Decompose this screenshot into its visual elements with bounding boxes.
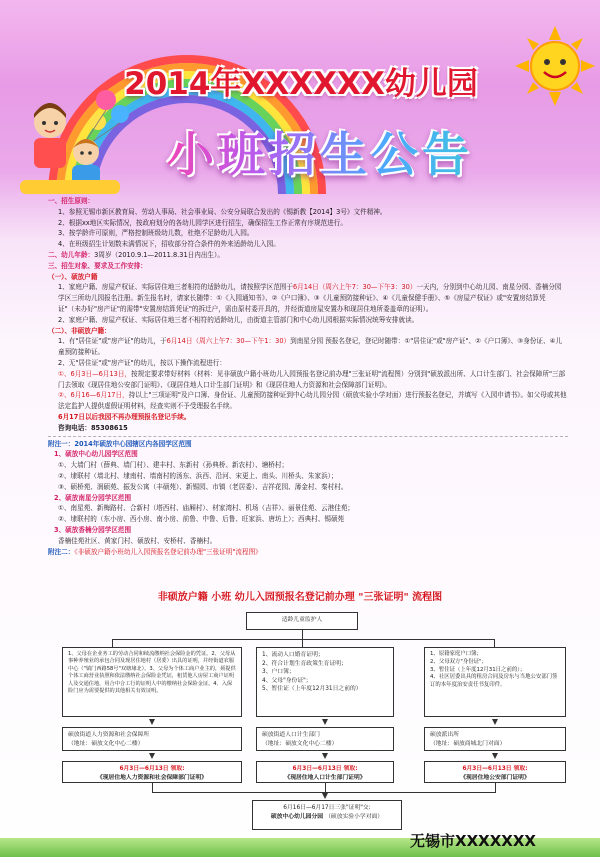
district-title: 1、硕放中心幼儿园学区范围 xyxy=(54,450,138,459)
district-item: ②、埭联村（墙北村、埭南村、墙南村的汤东、浜西、沿河、宋更上、南头、川桥头、朱家浜）； xyxy=(58,471,338,480)
step1-date: ①、6月3日—6月13日， xyxy=(58,369,132,378)
district-item: ③、硕桥苑、润硕苑、振发公寓（丰硕苑）、新锡园、市镇（老居委）、吉祥花园、薄金村、秦村村。 xyxy=(58,482,348,491)
principle-item: 3、按学龄许可原则，严格控制班级幼儿数，杜绝不足龄幼儿入园。 xyxy=(58,229,254,238)
step2-text: 持以上"三项证明"及户口簿、身份证、儿童预防接种证到中心幼儿园分园（硕放实验小学对面）进行预报名登记，并填写《入园申请书》。如父母或其他法定监护人提供虚假证明材料，经查实则不予受理报名手续。 xyxy=(58,391,567,411)
local-p1-text-b: 一天内，分别到中心幼儿园、南星分园、香楠分园学区三所幼儿园报名注册。新生报名时，请家长随带：①《入园通知书》、②《户口簿》、③《儿童预防接种证》、④《儿童保健手册》、⑤《房屋产权证》或"安置房结算凭证"（未办好"房产证"的需带"安置房结算凭证"的拆迁户，需由原村委开具的，并经街道房屋安置办和现居住地所委盖章的证明）。 xyxy=(58,283,562,313)
flow-office-left: 硕放街道人力资源和社会保障所 （地址：硕放文化中心二楼） xyxy=(62,727,242,751)
note2-text: 《非硕放户籍小班幼儿入园预报名登记前办理"三张证明"流程图》 xyxy=(74,547,262,556)
flow-cert-left-date: 6月3日—6月13日 领取: xyxy=(119,766,185,772)
district-item: ①、南星苑、新梅路村、合新村（塔西村、庙厢村）、材家湾村、机场（吉祥）、丽景佳苑、云港佳苑； xyxy=(58,504,355,513)
flow-arrow xyxy=(149,753,155,759)
flow-cert-right xyxy=(424,761,566,783)
flow-connector xyxy=(494,639,495,647)
nonlocal-p1-date: 6月14日（周六上午7：30—下午1：30） xyxy=(166,337,291,346)
flow-arrow xyxy=(322,753,328,759)
phone-number: 85308615 xyxy=(90,423,128,432)
flow-req-mid: 1、流动人口婚育证明； 2、符合计划生育政策生育证明； 3、户口簿； 4、父母"身份证"； 5、暂住证（上年度12月31日之前的） xyxy=(256,647,394,717)
principle-item: 4、在班级招生计划数未满情况下，招收部分符合条件的外来适龄幼儿入园。 xyxy=(58,240,280,249)
final-location-note: （硕放实验小学对面） xyxy=(325,813,384,820)
flow-cert-right-name: 《现居住地公安部门证明》 xyxy=(460,774,530,781)
flow-final-line1: 6月16日—6月17日三张"证明"交: xyxy=(283,805,371,811)
flow-req-left: 1、父母在企业务工的劳动合同和续流缴纳社会保险金的凭证。2、父母从事种养殖业的承包合同及现居住地村（居委）出具的证明，并经街道农服中心（"镇门西路58号"双塘埭北）。3、父母为个体工商户业主的，须提供个体工商营业执照和依法缴纳社会保险金凭证，租赁他人房屋工商户证明人及交通住地，用合中合工行的证明人中的缴纳社会保险金证。4、入保险门应为需要提供的其他相关有效证明。 xyxy=(62,647,242,717)
subsection-local: （一）、硕放户籍 xyxy=(48,272,98,281)
section-heading-targets: 三、招生对象、要求及工作安排： xyxy=(48,261,147,270)
age-line xyxy=(48,250,568,261)
flow-final-box xyxy=(252,800,402,830)
flow-connector xyxy=(302,639,303,647)
flow-req-right: 1、原籍家庭户口簿； 2、父母双方"身份证"； 3、暂住证（上年度12月31日之前的）； 4、社区居委出具的租房合同及房东与当地公安部门签订的本年度治安责任书复印件。 xyxy=(424,647,566,717)
flow-arrow xyxy=(492,719,498,725)
local-paragraph-1 xyxy=(48,282,568,314)
flow-arrow xyxy=(322,719,328,725)
page-title: 2014年XXXXXX幼儿园 xyxy=(124,66,478,102)
appendix-note-2 xyxy=(48,547,568,558)
section-heading-age: 二、幼儿年龄： xyxy=(48,250,95,259)
step2-date: ②、6月16—6月17日， xyxy=(58,391,129,400)
local-paragraph-2: 2、家庭户籍、房屋产权证、实际居住地三者不相符的适龄幼儿，由街道主管部门和中心幼儿园根据实际情况统筹安排就读。 xyxy=(58,315,419,324)
flowchart-title: 非硕放户籍 小班 幼儿入园预报名登记前办理 "三张证明" 流程图 xyxy=(157,592,443,603)
appendix-heading: 附注一：2014年硕放中心园辖区内各园学区范围 xyxy=(48,439,192,448)
phone-label: 咨询电话： xyxy=(58,423,91,432)
district-item: ①、大墙门村（薛典、墙门村）、建丰村、东新村（孙典桥、新农村）、塘桥村； xyxy=(58,461,289,470)
nonlocal-step-1 xyxy=(48,369,568,391)
local-p1-date: 6月14日（周六上午7：30—下午3：30） xyxy=(292,283,417,292)
district-item: ②、埭联村的（东小房、西小房、南小房、前鲁、中鲁、后鲁、旺家浜、唐坊上）；西典村、锡硕苑 xyxy=(58,515,345,524)
footer-city: 无锡市XXXXXXX xyxy=(410,832,536,850)
nonlocal-paragraph-1 xyxy=(48,336,568,358)
district-title: 2、硕放南星分园学区范围 xyxy=(54,493,132,502)
nonlocal-p1-text: 1、有"居住证"或"房产证"的幼儿，于 xyxy=(58,337,167,346)
flow-connector xyxy=(495,783,496,792)
local-p1-text: 1、家庭户籍、房屋产权证、实际居住地三者相符的适龄幼儿，请按照学区范围于 xyxy=(58,283,293,292)
flow-cert-left xyxy=(62,761,242,783)
flow-connector xyxy=(112,639,113,647)
step1-text: 按规定要求带好材料（材料：见非硕放户籍小班幼儿入园预报名登记前办理"三张证明"流程图）分别到"硕放派出所、人口计生部门、社会保障所"三部门去领取《现居住地公安部门证明》、《现居住地人口计生部门证明》和《现居住地人力资源和社会保障部门证明》。 xyxy=(58,369,566,389)
final-location: 硕放中心幼儿园分园 xyxy=(270,813,324,820)
flow-office-mid: 硕放街道人口计生部门 （地址：硕放文化中心二楼） xyxy=(256,727,394,751)
divider xyxy=(48,436,568,437)
flow-cert-mid xyxy=(256,761,394,783)
flow-connector xyxy=(302,630,303,639)
flow-arrow xyxy=(492,753,498,759)
flow-guardian-box: 适龄儿童监护人 xyxy=(246,612,358,630)
flow-final-line2 xyxy=(258,813,396,822)
principle-item: 2、根据xx地区实际情况，按政府划分的各幼儿园学区进行招生，确保招生工作正常有序规范进行。 xyxy=(58,218,347,227)
phone-line xyxy=(48,423,568,434)
flow-cert-mid-date: 6月3日—6月13日 领取: xyxy=(292,766,358,772)
nonlocal-step-2 xyxy=(48,390,568,412)
flow-arrow xyxy=(322,793,328,799)
district-title: 3、硕放香楠分园学区范围 xyxy=(54,525,132,534)
nonlocal-paragraph-2: 2、无"居住证"或"房产证"的幼儿，按以下操作流程进行： xyxy=(58,358,226,367)
flow-connector xyxy=(112,639,494,640)
flow-arrow xyxy=(149,719,155,725)
section-heading-principles: 一、招生原则： xyxy=(48,197,95,205)
flow-connector xyxy=(152,783,153,792)
flow-office-right: 硕放派出所 （地址：硕放商城北门对面） xyxy=(424,727,566,751)
sun-icon xyxy=(515,26,595,106)
deadline-notice: 6月17日以后我园不再办理预报名登记手续。 xyxy=(58,412,191,421)
district-item: 香楠佳苑社区、黄家门村、硕放村、安桥村、香楠村。 xyxy=(58,536,217,545)
flow-connector xyxy=(325,783,326,792)
flow-cert-mid-name: 《现居住地人口计生部门证明》 xyxy=(284,774,366,781)
flow-cert-left-name: 《现居住地人力资源和社会保障部门证明》 xyxy=(96,774,208,781)
flow-cert-right-date: 6月3日—6月13日 领取: xyxy=(462,766,528,772)
subsection-nonlocal: （二）、非硕放户籍： xyxy=(48,326,111,335)
note2-label: 附注二： xyxy=(48,547,75,556)
age-text: 3周岁（2010.9.1—2011.8.31日内出生）。 xyxy=(94,250,224,259)
principle-item: 1、参照无锡市新区教育局、劳动人事局、社会事业局、公安分局联合发出的《锡新教【2014】3号》文件精神。 xyxy=(58,207,387,216)
page-subtitle: 小班招生公告 xyxy=(140,118,500,185)
nonlocal-p1-text-b: 到南星分园 预报名登记，登记时随带：①"居住证"或"房产证"、②《户口簿》、③身份证、④儿童预防接种证。 xyxy=(58,337,563,357)
announcement-body xyxy=(48,196,568,557)
